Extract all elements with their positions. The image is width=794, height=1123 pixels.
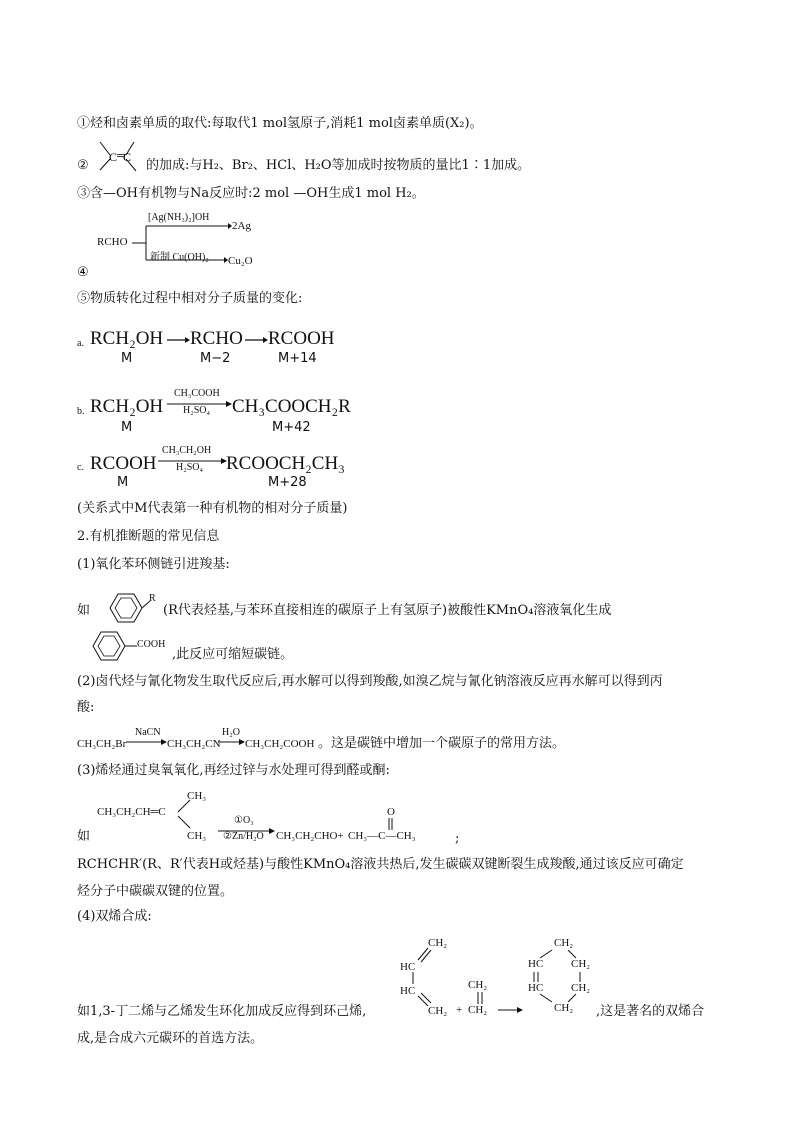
svg-text:C: C (109, 150, 118, 164)
eq-a-mass-3: M+14 (278, 351, 317, 366)
ethylene-double-bond (474, 991, 488, 1005)
alkene-left: CH₃CH₂CH═C (97, 806, 166, 818)
arrow-icon (126, 738, 168, 746)
ring-ch2-2: CH₂ (571, 958, 591, 970)
part-2-reagent-2: H₂O (222, 727, 240, 738)
diene-ch2-top: CH₂ (428, 937, 448, 949)
zinc-water-reagent: ②Zn/H₂O (223, 831, 264, 842)
eq-c-mass-2: M+28 (268, 475, 307, 490)
part-2-compound-1: CH₃CH₂Br (77, 738, 127, 750)
ketone-product: CH₃—C—CH₃ (348, 830, 416, 842)
eq-c-label: c. (77, 462, 84, 473)
eq-c-compound-1: RCOOH (90, 453, 157, 474)
eq-b-compound-2: CH₃COOCH₂R (232, 396, 351, 417)
cooh-group: COOH (137, 639, 166, 650)
eq-b-reagent-bottom: H₂SO₄ (183, 405, 210, 416)
methyl-bottom: CH₃ (187, 830, 207, 842)
cu2o-product: Cu₂O (228, 255, 253, 267)
eq-a-mass-1: M (121, 351, 133, 366)
eq-c-reagent-bottom: H₂SO₄ (176, 462, 203, 473)
eq-b-mass-2: M+42 (272, 420, 311, 435)
part-2-reagent-1: NaCN (135, 727, 161, 738)
rule-5-title: ⑤物质转化过程中相对分子质量的变化: (77, 291, 303, 306)
substituent-r: R (149, 593, 156, 604)
rchno-reactant: RCHO (97, 236, 128, 248)
diene-bonds (408, 940, 436, 1012)
ethylene-ch2-bottom: CH₂ (468, 1004, 488, 1016)
plus-sign: + (456, 1004, 463, 1016)
eq-b-label: b. (77, 406, 85, 417)
benzoic-acid-structure-icon (85, 626, 145, 666)
rule-2-number: ② (77, 158, 89, 173)
ring-hc-2: HC (528, 982, 544, 994)
ring-ch2-1: CH₂ (554, 937, 574, 949)
part-4-tail: ,这是著名的双烯合 (596, 1004, 705, 1019)
ozone-reagent: ①O₃ (234, 815, 254, 826)
eq-b-reagent-top: CH₃COOH (174, 388, 220, 399)
part-3-line-2: 烃分子中碳碳双键的位置。 (77, 884, 234, 899)
eq-a-compound-1: RCH₂OH (90, 328, 164, 349)
part-2-compound-2: CH₃CH₂CN (167, 738, 221, 750)
eq-b-mass-1: M (121, 420, 133, 435)
eq-a-compound-2: RCHO (190, 328, 243, 349)
part-1-end: ,此反应可缩短碳链。 (172, 647, 294, 662)
eq-c-mass-1: M (117, 475, 129, 490)
arrow-icon (218, 738, 246, 746)
eq-b-compound-1: RCH₂OH (90, 396, 164, 417)
eq-a-compound-3: RCOOH (268, 328, 335, 349)
methyl-top: CH₃ (187, 790, 207, 802)
part-3-title: (3)烯烃通过臭氧氧化,再经过锌与水处理可得到醛或酮: (77, 763, 390, 778)
eq-c-reagent-top: CH₃CH₂OH (162, 445, 212, 456)
diene-hc-top: HC (400, 961, 416, 973)
section-2-heading: 2.有机推断题的常见信息 (77, 529, 220, 544)
part-2-tail: 。这是碳链中增加一个碳原子的常用方法。 (318, 736, 566, 751)
double-bond (385, 817, 397, 831)
alkene-structure-icon (92, 137, 144, 177)
part-2-compound-3: CH₃CH₂COOH (245, 738, 315, 750)
part-2-line-1: (2)卤代烃与氰化物发生取代反应后,再水解可以得到羧酸,如溴乙烷与氰化钠溶液反应再水解可以得到丙 (77, 674, 663, 689)
ethylene-ch2-top: CH₂ (468, 979, 488, 991)
part-4-text: 如1,3-丁二烯与乙烯发生环化加成反应得到环己烯, (77, 1004, 367, 1019)
part-4-title: (4)双烯合成: (77, 909, 152, 924)
cuoh2-reagent: 新制 Cu(OH)₂ (150, 252, 209, 263)
eq-c-compound-2: RCOOCH₂CH₃ (226, 453, 345, 474)
arrow-icon (167, 334, 191, 346)
svg-text:═: ═ (117, 150, 125, 162)
relation-note: (关系式中M代表第一种有机物的相对分子质量) (77, 501, 348, 516)
svg-text:C: C (123, 150, 132, 164)
part-3-line-1: RCHCHR′(R、R′代表H或烃基)与酸性KMnO₄溶液共热后,发生碳碳双键断裂生成羧酸,通过该反应可确定 (77, 857, 684, 872)
diene-hc-bottom: HC (400, 985, 416, 997)
part-1-prefix: 如 (77, 603, 91, 618)
part-3-prefix: 如 (77, 829, 91, 844)
ring-ch2-4: CH₂ (554, 1002, 574, 1014)
rule-3-text: ③含—OH有机物与Na反应时:2 mol —OH生成1 mol H₂。 (77, 186, 425, 201)
rule-1-text: ①烃和卤素单质的取代:每取代1 mol氢原子,消耗1 mol卤素单质(X₂)。 (77, 116, 483, 131)
semicolon: ; (455, 831, 460, 846)
silver-product: 2Ag (232, 220, 251, 232)
eq-a-label: a. (77, 338, 84, 349)
ring-bonds (530, 944, 590, 1008)
arrow-icon (245, 334, 269, 346)
carbonyl-oxygen: O (387, 806, 395, 818)
part-4-line-2: 成,是合成六元碳环的首选方法。 (77, 1031, 264, 1046)
part-1-title: (1)氧化苯环侧链引进羧基: (77, 557, 230, 572)
part-2-line-2: 酸: (77, 700, 95, 715)
ring-ch2-3: CH₂ (571, 982, 591, 994)
part-1-text: (R代表烃基,与苯环直接相连的碳原子上有氢原子)被酸性KMnO₄溶液氧化生成 (163, 603, 612, 618)
rule-2-text: 的加成:与H₂、Br₂、HCl、H₂O等加成时按物质的量比1∶1加成。 (146, 158, 531, 173)
tollens-reagent: [Ag(NH₃)₂]OH (148, 212, 210, 223)
eq-a-mass-2: M−2 (200, 351, 231, 366)
rule-4-number: ④ (77, 265, 89, 280)
arrow-icon (498, 1006, 524, 1014)
ring-hc-1: HC (528, 958, 544, 970)
aldehyde-product: CH₃CH₂CHO+ (276, 830, 344, 842)
diene-ch2-bottom: CH₂ (428, 1005, 448, 1017)
